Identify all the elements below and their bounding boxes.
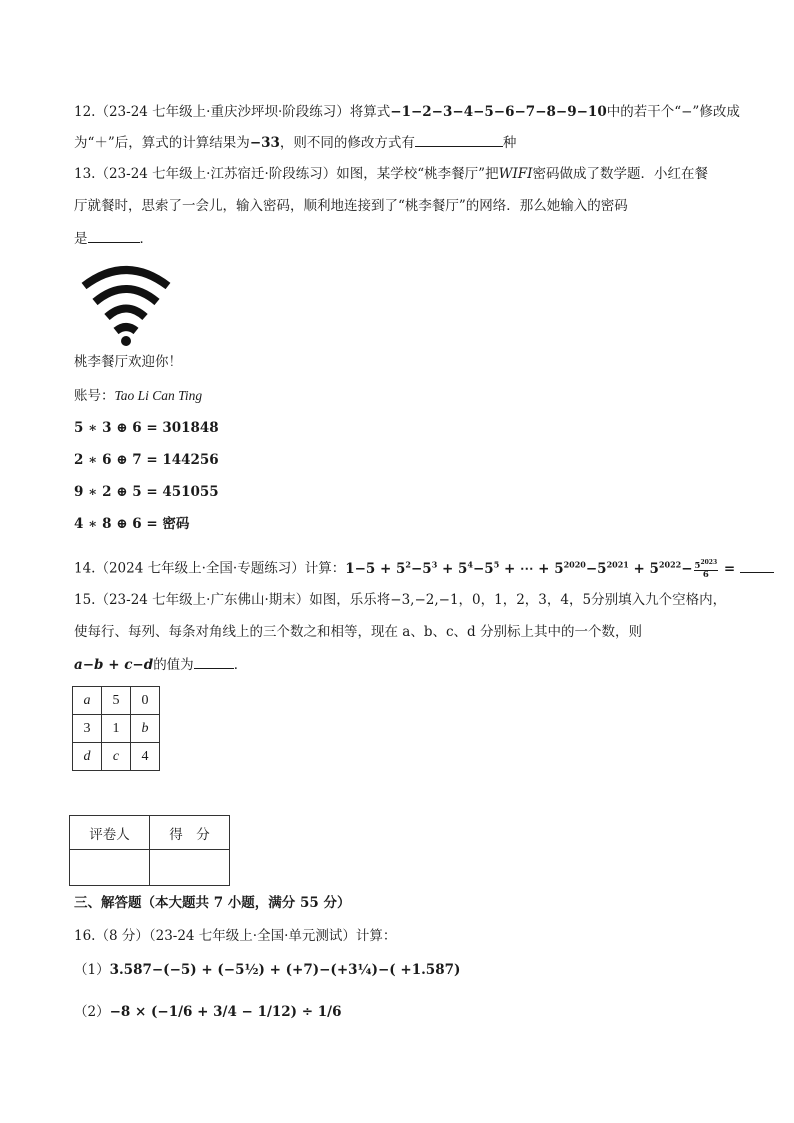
q13-line2: 厅就餐时，思索了一会儿，输入密码，顺利地连接到了“桃李餐厅”的网络．那么她输入的密码 bbox=[74, 198, 628, 214]
q12-line2: 为“＋”后，算式的计算结果为−33，则不同的修改方式有 种 bbox=[74, 132, 516, 153]
grid-cell: d bbox=[73, 743, 102, 771]
grid-cell: 0 bbox=[131, 687, 160, 715]
grid-cell: 1 bbox=[102, 715, 131, 743]
q15-answer-blank bbox=[194, 654, 234, 669]
grid-cell: 3 bbox=[73, 715, 102, 743]
grid-cell: c bbox=[102, 743, 131, 771]
q13-answer-blank bbox=[88, 228, 140, 243]
q12-answer-blank bbox=[415, 132, 503, 147]
score-table bbox=[69, 815, 230, 886]
q13-equation-1: 5 ∗ 3 ⊕ 6 = 301848 bbox=[74, 420, 219, 436]
q14-fraction: $\frac{5^{2023}}{6}$ bbox=[694, 558, 718, 581]
q15-line2: 使每行、每列、每条对角线上的三个数之和相等，现在 a、b、c、d 分别标上其中的一个数，则 bbox=[74, 624, 642, 640]
q16-line1: 16.（8 分）（23-24 七年级上·全国·单元测试）计算： bbox=[74, 928, 397, 944]
q13-equation-4: 4 ∗ 8 ⊕ 6 = 密码 bbox=[74, 516, 190, 532]
score-table-header-grader: 评卷人 bbox=[70, 816, 150, 850]
grid-cell: b bbox=[131, 715, 160, 743]
q14-answer-blank bbox=[740, 558, 774, 573]
q16-part1: （1）3.587−(−5) + (−5½) + (+7)−(+3¼)−( +1.587) bbox=[74, 962, 461, 978]
q13-line1: 13.（23-24 七年级上·江苏宿迁·阶段练习）如图，某学校“桃李餐厅”把WIFI密码做成了数学题．小红在餐 bbox=[74, 166, 708, 182]
grid-cell: a bbox=[73, 687, 102, 715]
score-table-score-cell[interactable] bbox=[150, 850, 230, 886]
q16-part2: （2）−8 × (−1/6 + 3/4 − 1/12) ÷ 1/6 bbox=[74, 1004, 342, 1020]
section-3-heading: 三、解答题（本大题共 7 小题，满分 55 分） bbox=[74, 895, 351, 911]
wifi-icon bbox=[80, 260, 172, 348]
q13-welcome: 桃李餐厅欢迎你！ bbox=[74, 354, 182, 370]
q13-equation-3: 9 ∗ 2 ⊕ 5 = 451055 bbox=[74, 484, 219, 500]
q13-account: 账号：Tao Li Can Ting bbox=[74, 388, 203, 404]
score-table-grader-cell[interactable] bbox=[70, 850, 150, 886]
grid-cell: 4 bbox=[131, 743, 160, 771]
q13-line3: 是 ． bbox=[74, 228, 153, 249]
score-table-header-score: 得 分 bbox=[150, 816, 230, 850]
q14-line: 14.（2024 七年级上·全国·专题练习）计算：$1-5 + 5^2-5^3 + 5^4-5^5$ + ⋯ + $5^{2020}-5^{2021} + 5^{2022}-$ $\frac{5^{2023}}{6}$ = bbox=[74, 554, 774, 580]
q15-line1: 15.（23-24 七年级上·广东佛山·期末）如图，乐乐将−3,−2,−1，0，1，2，3，4，5分别填入九个空格内， bbox=[74, 592, 727, 608]
q12-line1: 12.（23-24 七年级上·重庆沙坪坝·阶段练习）将算式−1−2−3−4−5−6−7−8−9−10中的若干个“−”修改成 bbox=[74, 104, 740, 120]
magic-square-grid bbox=[72, 686, 160, 771]
q15-line3: a−b + c−d的值为 ． bbox=[74, 654, 247, 675]
q13-equation-2: 2 ∗ 6 ⊕ 7 = 144256 bbox=[74, 452, 219, 468]
grid-cell: 5 bbox=[102, 687, 131, 715]
